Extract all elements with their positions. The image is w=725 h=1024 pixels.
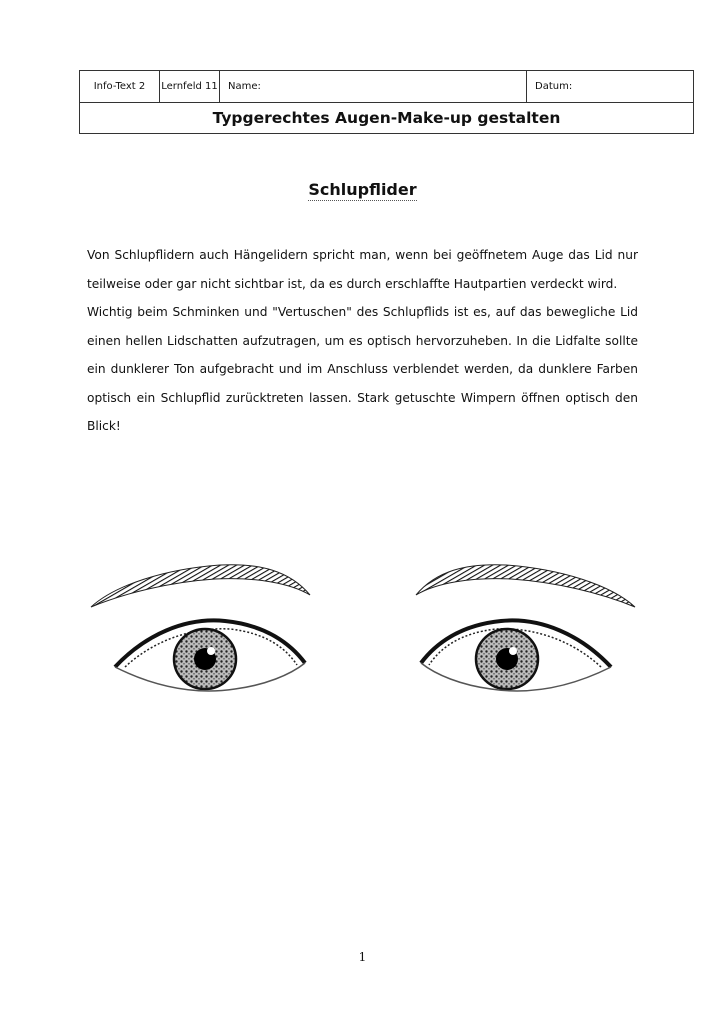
page-number: 1	[358, 950, 367, 964]
lernfeld-cell: Lernfeld 11	[160, 71, 220, 103]
right-eye	[416, 565, 635, 691]
document-title: Typgerechtes Augen-Make-up gestalten	[80, 103, 694, 134]
left-highlight	[207, 647, 215, 655]
right-highlight	[509, 647, 517, 655]
paragraph-2: Wichtig beim Schminken und "Vertuschen" des Schlupflids ist es, auf das bewegliche Lid einen hellen Lidschatten aufzutragen, um es optisch hervorzuheben. In die Lidfalte sollte ein dunklerer Ton aufgebracht und im Anschluss verblendet werden, da dunklere Farben optisch ein Schlupflid zurücktreten lassen. Stark getuschte Wimpern öffnen optisch den Blick!	[87, 305, 638, 433]
hooded-eyes-illustration	[85, 555, 641, 715]
section-title-text: Schlupflider	[308, 180, 417, 199]
left-eye	[91, 565, 310, 691]
section-heading	[0, 180, 725, 199]
paragraph-1: Von Schlupflidern auch Hängelidern spricht man, wenn bei geöffnetem Auge das Lid nur teilweise oder gar nicht sichtbar ist, da es durch erschlaffte Hautpartien verdeckt wird.	[87, 248, 638, 291]
header-table	[79, 70, 694, 134]
info-text-cell: Info-Text 2	[80, 71, 160, 103]
name-field[interactable]: Name:	[220, 71, 527, 103]
datum-field[interactable]: Datum:	[527, 71, 694, 103]
right-eyebrow	[416, 565, 635, 607]
left-eyebrow	[91, 565, 310, 607]
body-text	[87, 241, 638, 441]
